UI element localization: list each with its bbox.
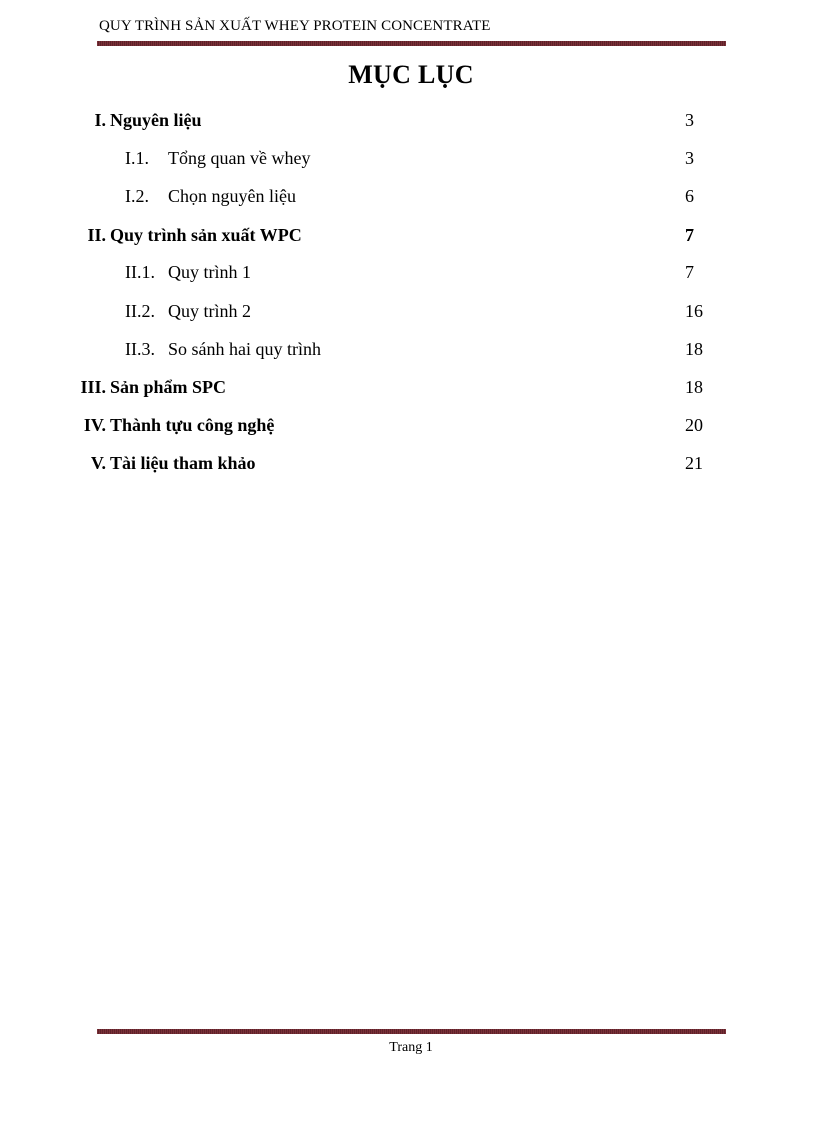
toc-entry-tong-quan-ve-whey[interactable] <box>0 145 816 171</box>
toc-number: I.2. <box>125 186 149 206</box>
footer-divider <box>97 1029 726 1034</box>
page-number: Trang 1 <box>389 1040 433 1055</box>
toc-number: IV. <box>83 415 106 435</box>
toc-entry-thanh-tuu-cong-nghe[interactable] <box>0 412 816 438</box>
toc-page: 16 <box>685 301 703 321</box>
toc-number: I. <box>94 110 106 130</box>
toc-page: 3 <box>685 148 694 168</box>
toc-entry-tai-lieu-tham-khao[interactable] <box>0 450 816 476</box>
toc-number: II. <box>87 225 106 245</box>
toc-page: 3 <box>685 110 694 130</box>
toc-entry-quy-trinh-2[interactable] <box>0 298 816 324</box>
toc-label: Tổng quan về whey <box>168 148 311 168</box>
toc-page: 20 <box>685 415 703 435</box>
toc-number: I.1. <box>125 148 149 168</box>
toc-entry-quy-trinh-san-xuat-wpc[interactable] <box>0 222 816 248</box>
toc-page: 21 <box>685 453 703 473</box>
toc-entry-quy-trinh-1[interactable] <box>0 259 816 285</box>
toc-label: Tài liệu tham khảo <box>110 453 256 473</box>
toc-number: III. <box>80 377 106 397</box>
running-header: QUY TRÌNH SẢN XUẤT WHEY PROTEIN CONCENTRATE <box>99 18 491 34</box>
toc-entry-nguyen-lieu[interactable] <box>0 107 816 133</box>
toc-label: Quy trình 1 <box>168 262 251 282</box>
toc-label: Thành tựu công nghệ <box>110 415 275 435</box>
toc-entry-san-pham-spc[interactable] <box>0 374 816 400</box>
toc-entry-chon-nguyen-lieu[interactable] <box>0 183 816 209</box>
toc-label: Quy trình sản xuất WPC <box>110 225 302 245</box>
toc-page: 7 <box>685 262 694 282</box>
toc-number: V. <box>90 453 106 473</box>
page-title: MỤC LỤC <box>348 60 474 89</box>
toc-number: II.3. <box>125 339 155 359</box>
header-divider <box>97 41 726 46</box>
toc-number: II.1. <box>125 262 155 282</box>
toc-page: 18 <box>685 339 703 359</box>
toc-label: Chọn nguyên liệu <box>168 186 296 206</box>
toc-label: Nguyên liệu <box>110 110 202 130</box>
toc-page: 7 <box>685 225 694 245</box>
toc-page: 18 <box>685 377 703 397</box>
toc-page: 6 <box>685 186 694 206</box>
toc-entry-so-sanh-hai-quy-trinh[interactable] <box>0 336 816 362</box>
toc-label: Sản phẩm SPC <box>110 377 227 397</box>
toc-label: Quy trình 2 <box>168 301 251 321</box>
toc-number: II.2. <box>125 301 155 321</box>
toc-label: So sánh hai quy trình <box>168 339 321 359</box>
